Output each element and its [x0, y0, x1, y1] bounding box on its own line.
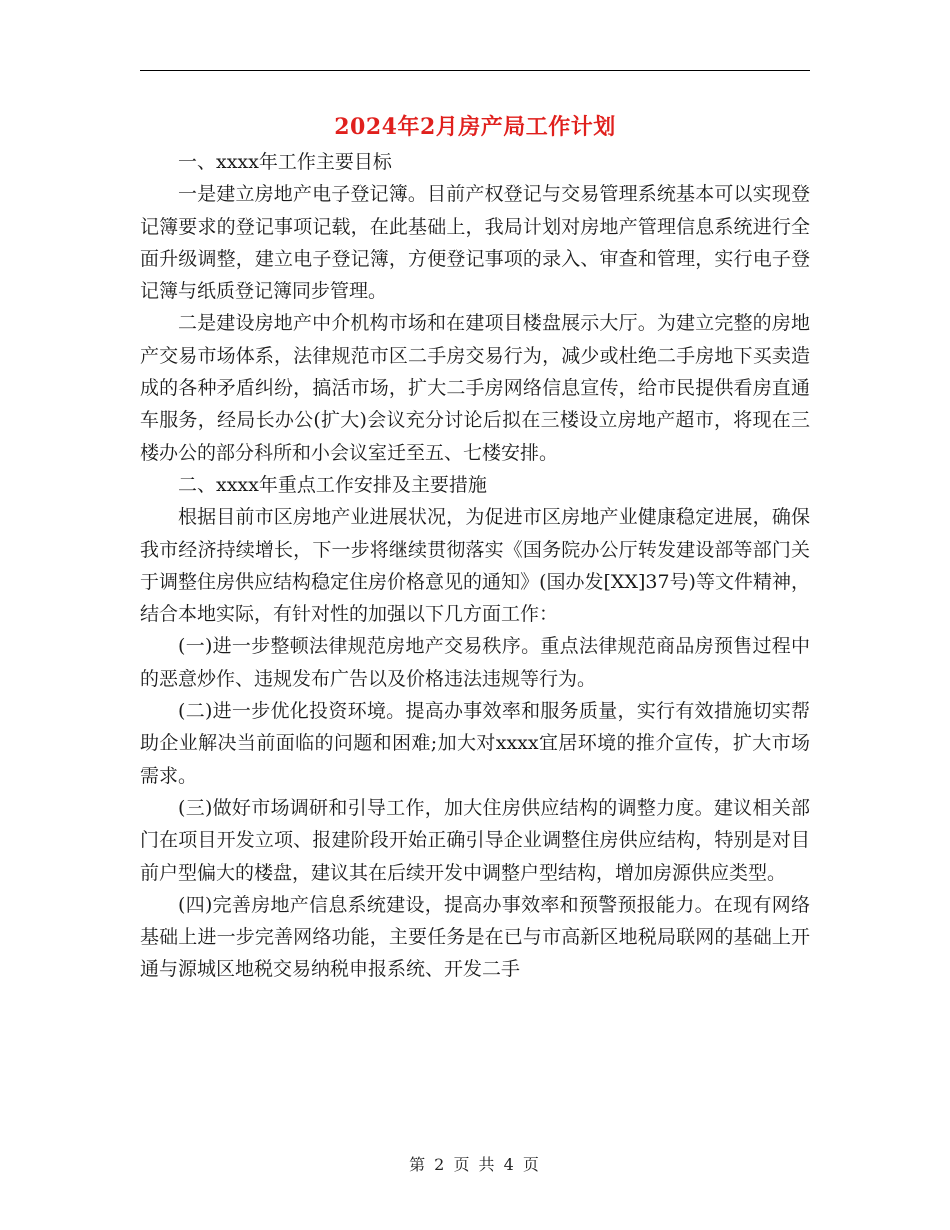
- section-heading-2: 二、xxxx年重点工作安排及主要措施: [178, 473, 487, 496]
- paragraph-overview: 根据目前市区房地产业进展状况，为促进市区房地产业健康稳定进展，确保我市经济持续增长，下一步将继续贯彻落实《国务院办公厅转发建设部等部门关于调整住房供应结构稳定住房价格意见的通知》(国办发[XX]37号)等文件精神，结合本地实际，有针对性的加强以下几方面工作：: [140, 506, 810, 626]
- document-body: [140, 146, 810, 986]
- header-rule: [140, 70, 810, 71]
- paragraph-measure-3: (三)做好市场调研和引导工作，加大住房供应结构的调整力度。建议相关部门在项目开发立项、报建阶段开始正确引导企业调整住房供应结构，特别是对目前户型偏大的楼盘，建议其在后续开发中调整户型结构，增加房源供应类型。: [140, 796, 810, 884]
- paragraph-electronic-register: 一是建立房地产电子登记簿。目前产权登记与交易管理系统基本可以实现登记簿要求的登记事项记载，在此基础上，我局计划对房地产管理信息系统进行全面升级调整，建立电子登记簿，方便登记事项的录入、审查和管理，实行电子登记簿与纸质登记簿同步管理。: [140, 183, 810, 303]
- paragraph-measure-1: (一)进一步整顿法律规范房地产交易秩序。重点法律规范商品房预售过程中的恶意炒作、违规发布广告以及价格违法违规等行为。: [140, 635, 810, 690]
- page-footer: 第 2 页 共 4 页: [409, 1155, 541, 1174]
- paragraph-agency-market: 二是建设房地产中介机构市场和在建项目楼盘展示大厅。为建立完整的房地产交易市场体系，法律规范市区二手房交易行为，减少或杜绝二手房地下买卖造成的各种矛盾纠纷，搞活市场，扩大二手房网络信息宣传，给市民提供看房直通车服务，经局长办公(扩大)会议充分讨论后拟在三楼设立房地产超市，将现在三楼办公的部分科所和小会议室迁至五、七楼安排。: [140, 312, 810, 464]
- document-title: 2024年2月房产局工作计划: [334, 114, 616, 140]
- section-heading-1: 一、xxxx年工作主要目标: [178, 151, 392, 173]
- paragraph-measure-2: (二)进一步优化投资环境。提高办事效率和服务质量，实行有效措施切实帮助企业解决当前面临的问题和困难;加大对xxxx宜居环境的推介宣传，扩大市场需求。: [140, 700, 810, 787]
- paragraph-measure-4: (四)完善房地产信息系统建设，提高办事效率和预警预报能力。在现有网络基础上进一步完善网络功能，主要任务是在已与市高新区地税局联网的基础上开通与源城区地税交易纳税申报系统、开发二手: [140, 893, 810, 981]
